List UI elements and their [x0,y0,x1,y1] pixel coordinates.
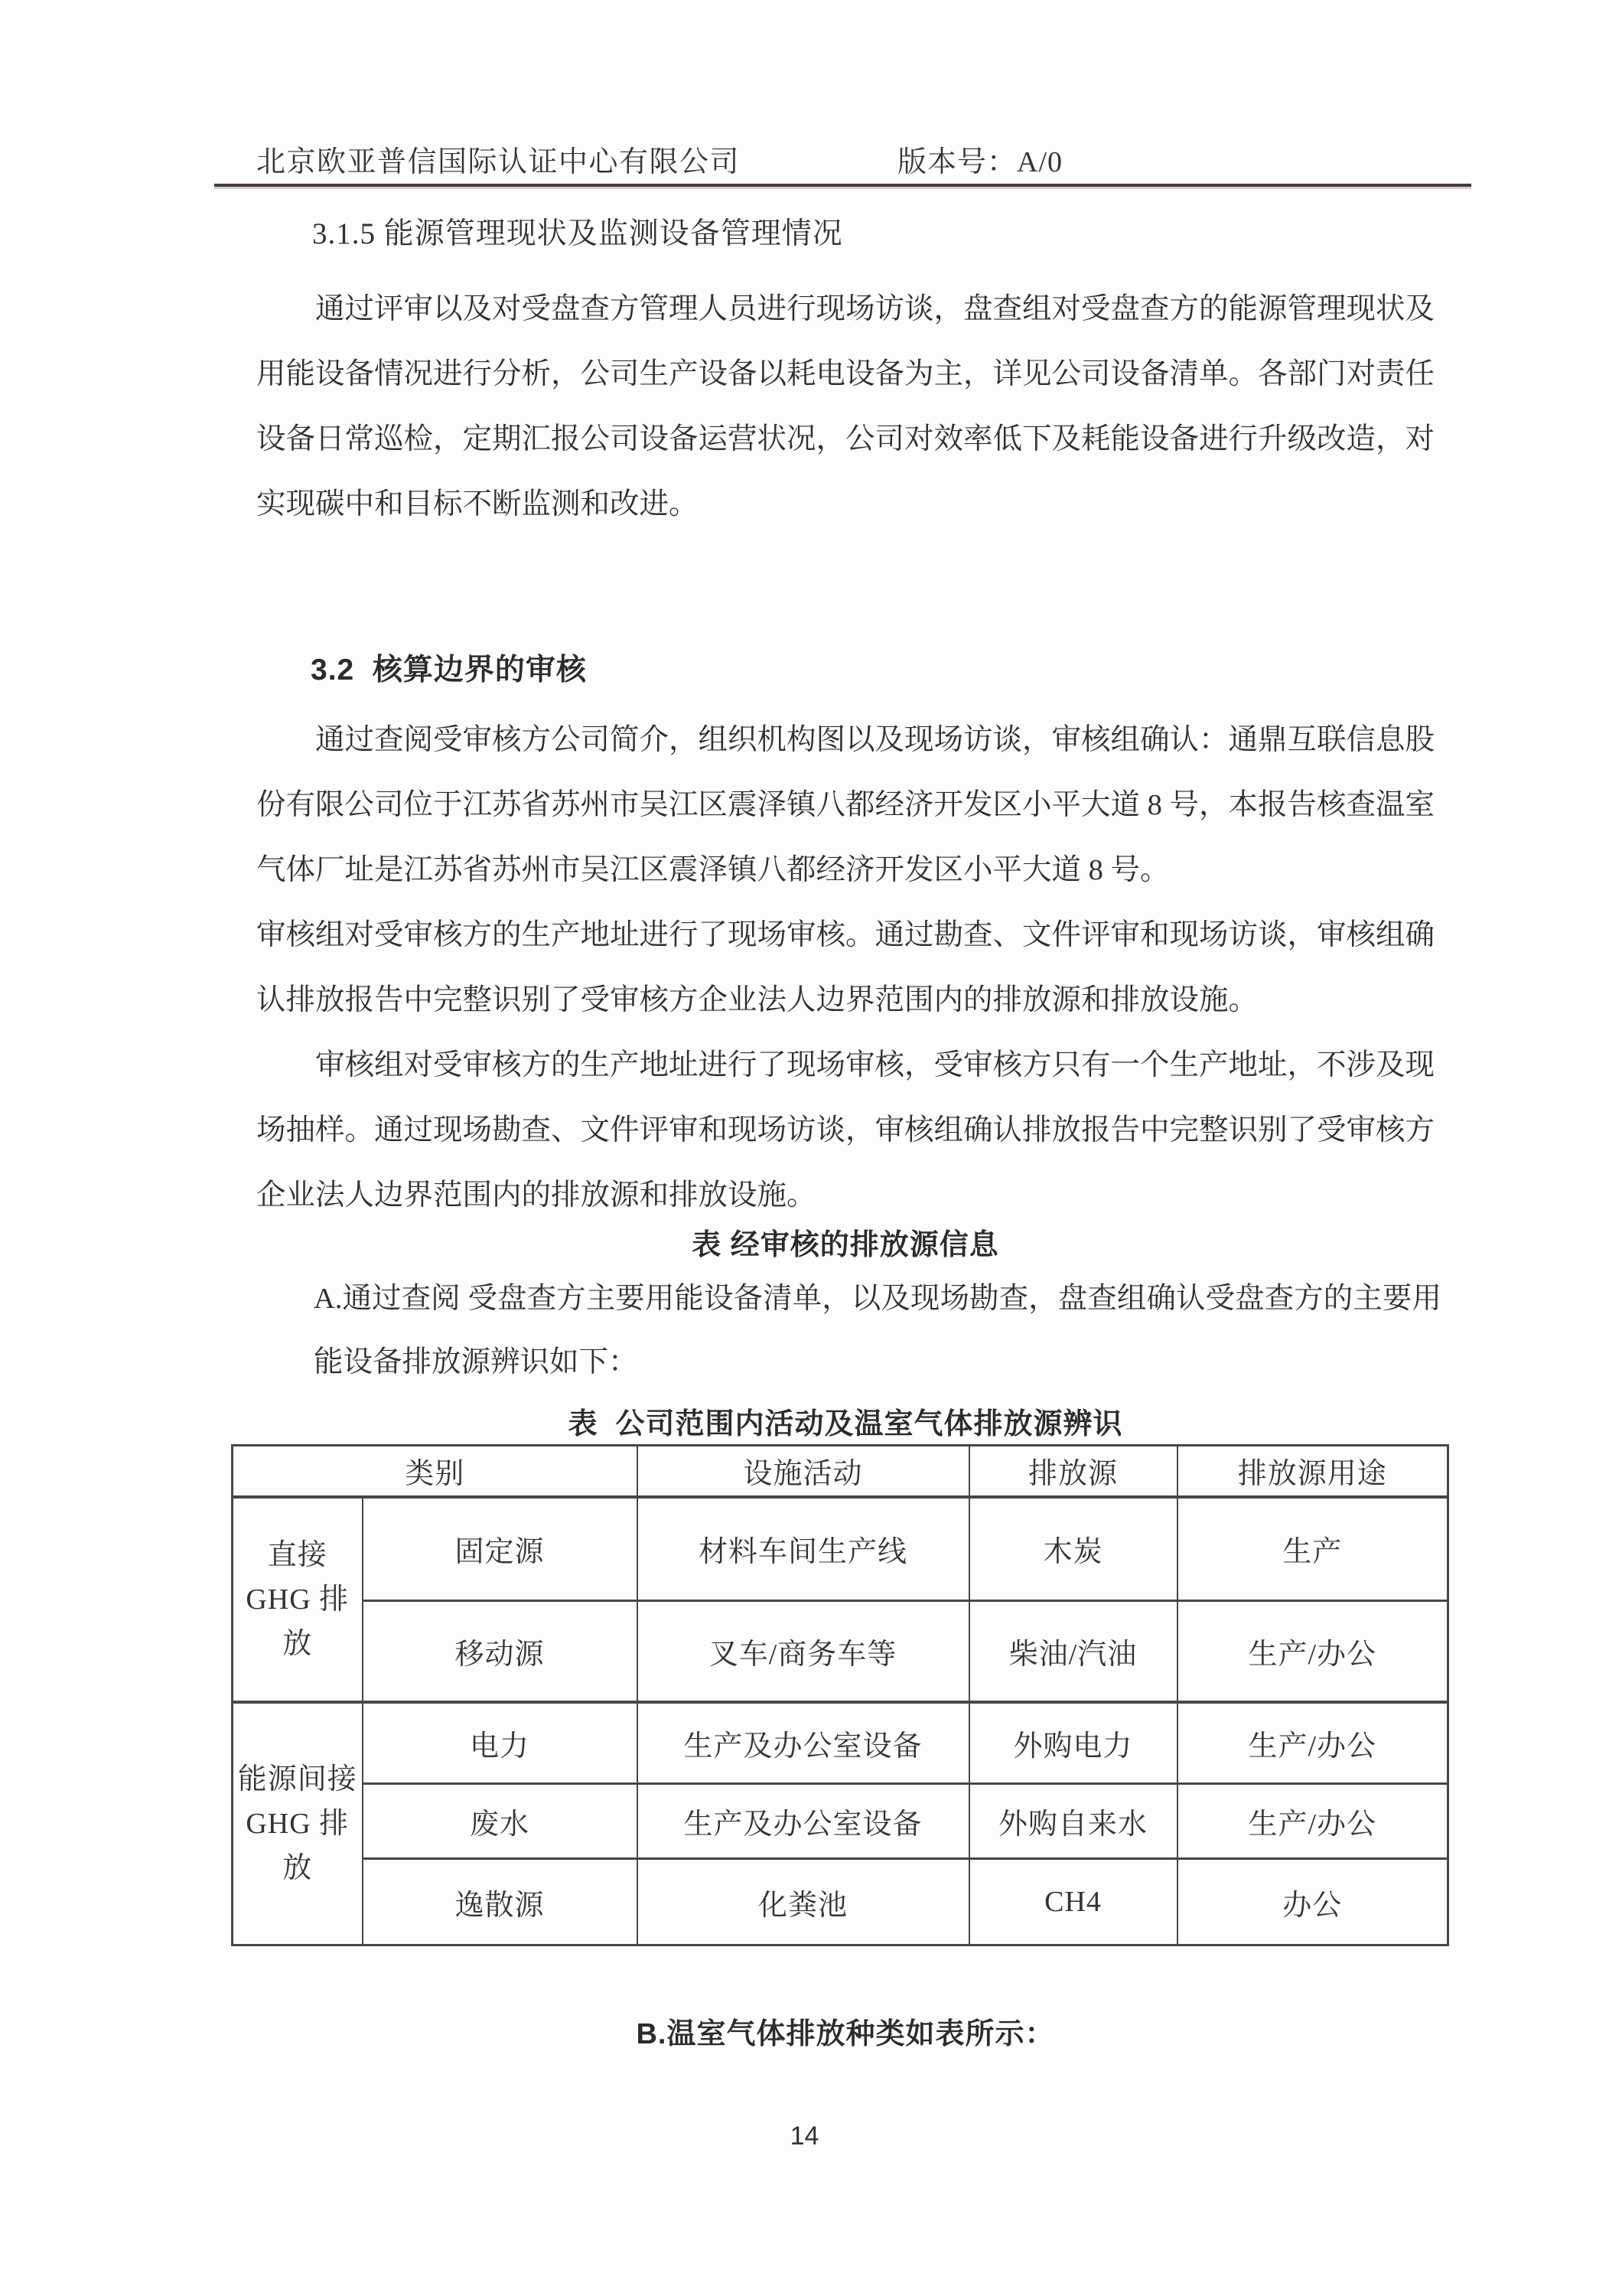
activity-cell: 化粪池 [637,1859,969,1945]
activity-cell: 生产及办公室设备 [637,1702,969,1784]
table-header-row [233,1446,1448,1497]
paragraph: 审核组对受审核方的生产地址进行了现场审核，受审核方只有一个生产地址，不涉及现场抽样。通过现场勘查、文件评审和现场访谈，审核组确认排放报告中完整识别了受审核方企业法人边界范围内的排放源和排放设施。 [256,1049,1435,1212]
company-name: 北京欧亚普信国际认证中心有限公司 [256,146,741,178]
type-cell: 移动源 [363,1601,637,1702]
page-number: 14 [790,2122,819,2151]
usage-cell: 生产 [1177,1497,1448,1601]
activity-cell: 叉车/商务车等 [637,1601,969,1702]
source-cell: 外购电力 [969,1702,1177,1784]
type-cell: 固定源 [363,1497,637,1601]
usage-cell: 生产/办公 [1177,1784,1448,1859]
category-cell-energy-indirect [233,1702,363,1945]
item-a-text: A.通过查阅 受盘查方主要用能设备清单，以及现场勘查，盘查组确认受盘查方的主要用能设备排放源辨识如下： [314,1283,1441,1378]
sources-table-caption: 表 经审核的排放源信息 [692,1229,999,1261]
activity-cell: 生产及办公室设备 [637,1784,969,1859]
section-3-2-heading: 3.2 核算边界的审核 [311,654,587,687]
ghg-identification-table [231,1444,1449,1946]
ghg-table-title: 表 公司范围内活动及温室气体排放源辨识 [568,1408,1123,1440]
header-divider [214,184,1471,187]
category-line: 能源间接 [237,1763,357,1795]
source-cell: CH4 [969,1859,1177,1945]
paragraph: 通过评审以及对受盘查方管理人员进行现场访谈，盘查组对受盘查方的能源管理现状及用能设备情况进行分析，公司生产设备以耗电设备为主，详见公司设备清单。各部门对责任设备日常巡检，定期汇报公司设备运营状况，公司对效率低下及耗能设备进行升级改造，对实现碳中和目标不断监测和改进。 [256,293,1435,520]
table-row [233,1497,1448,1601]
usage-cell: 生产/办公 [1177,1702,1448,1784]
table-row [233,1601,1448,1702]
usage-cell: 生产/办公 [1177,1601,1448,1702]
category-line: GHG 排放 [246,1583,350,1660]
usage-cell: 办公 [1177,1859,1448,1945]
type-cell: 逸散源 [363,1859,637,1945]
page-header [256,138,1435,178]
table-row [233,1784,1448,1859]
paragraph: 审核组对受审核方的生产地址进行了现场审核。通过勘查、文件评审和现场访谈，审核组确认排放报告中完整识别了受审核方企业法人边界范围内的排放源和排放设施。 [256,919,1435,1016]
type-cell: 电力 [363,1702,637,1784]
col-header-activity: 设施活动 [637,1446,969,1497]
col-header-usage: 排放源用途 [1177,1446,1448,1497]
section-3-1-5-heading: 3.1.5 能源管理现状及监测设备管理情况 [312,217,843,250]
category-line: GHG 排放 [246,1807,350,1884]
source-cell: 外购自来水 [969,1784,1177,1859]
section-3-2-body [256,708,1435,1228]
table-row [233,1859,1448,1945]
table-row [233,1702,1448,1784]
source-cell: 柴油/汽油 [969,1601,1177,1702]
col-header-category: 类别 [233,1446,637,1497]
version-label: 版本号：A/0 [897,146,1063,178]
paragraph: 通过查阅受审核方公司简介，组织机构图以及现场访谈，审核组确认：通鼎互联信息股份有限公司位于江苏省苏州市吴江区震泽镇八都经济开发区小平大道 8 号，本报告核查温室气体厂址是江苏省苏州市吴江区震泽镇八都经济开发区小平大道 8 号。 [256,724,1435,886]
section-3-1-5-body [256,277,1435,537]
col-header-source: 排放源 [969,1446,1177,1497]
item-b-text: B.温室气体排放种类如表所示： [636,2018,1055,2050]
type-cell: 废水 [363,1784,637,1859]
category-cell-direct [233,1497,363,1702]
activity-cell: 材料车间生产线 [637,1497,969,1601]
source-cell: 木炭 [969,1497,1177,1601]
category-line: 直接 [267,1538,327,1571]
